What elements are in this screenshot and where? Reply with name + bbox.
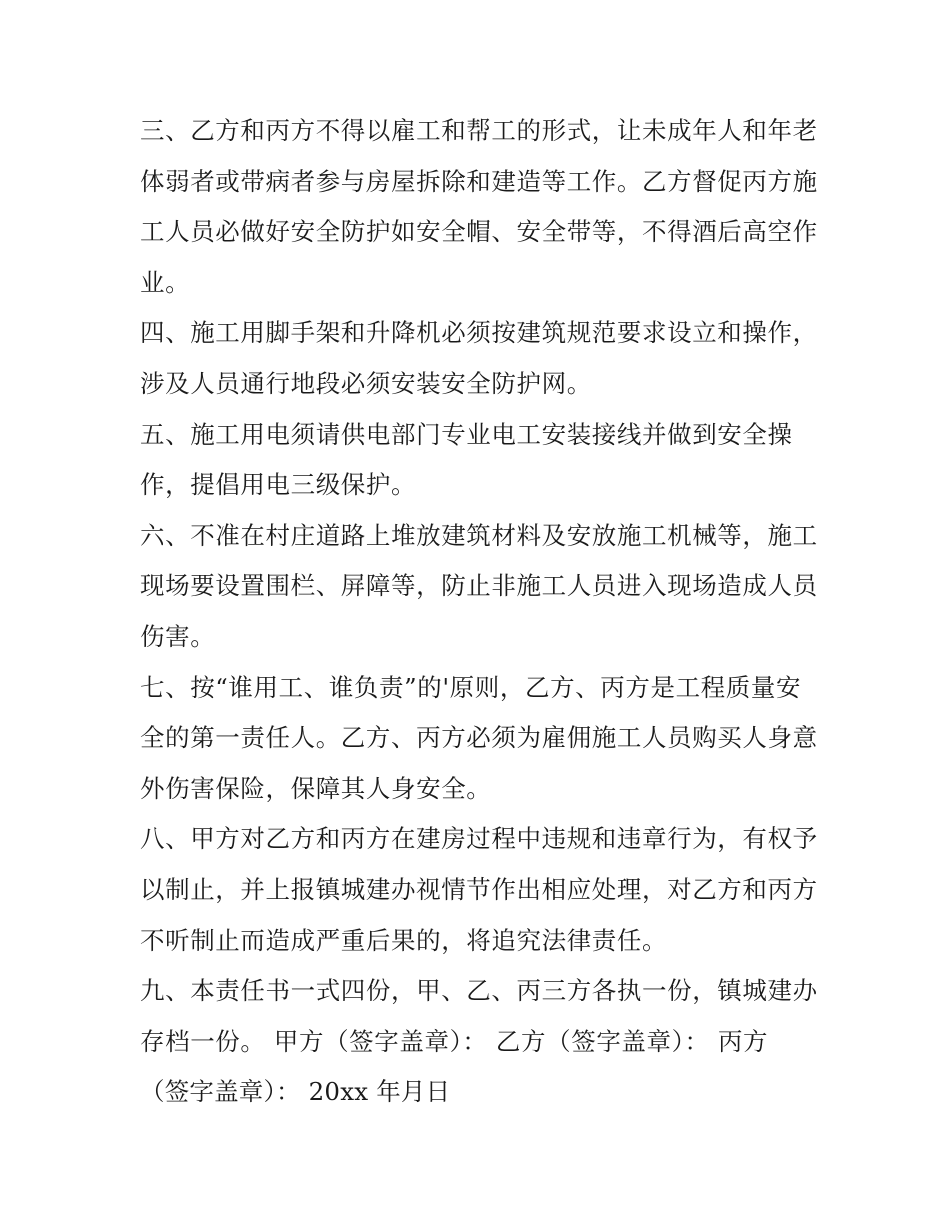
clause-4-paragraph (140, 308, 818, 409)
clause-6-paragraph (140, 511, 818, 663)
clause-6-line-1: 六、不准在村庄道路上堆放建筑材料及安放施工机械等，施工 (140, 520, 818, 550)
clause-7-line-2: 全的第一责任人。乙方、丙方必须为雇佣施工人员购买人身意 (140, 723, 818, 753)
clause-7-paragraph (140, 663, 818, 815)
clause-8-line-3: 不听制止而造成严重后果的，将追究法律责任。 (140, 925, 668, 955)
clause-9-line-3: （签字盖章）： 20xx 年月日 (140, 1077, 451, 1107)
clause-3-line-1: 三、乙方和丙方不得以雇工和帮工的形式，让未成年人和年老 (140, 116, 818, 145)
clause-6-line-3: 伤害。 (140, 621, 216, 651)
clause-3-line-3: 工人员必做好安全防护如安全帽、安全带等，不得酒后高空作 (140, 217, 818, 247)
clause-8-line-1: 八、甲方对乙方和丙方在建房过程中违规和违章行为，有权予 (140, 824, 818, 854)
clause-9-paragraph (140, 966, 818, 1118)
clause-3-line-4: 业。 (140, 267, 191, 297)
clause-8-line-2: 以制止，并上报镇城建办视情节作出相应处理，对乙方和丙方 (140, 874, 818, 904)
clause-7-line-1: 七、按“谁用工、谁负责”的'原则，乙方、丙方是工程质量安 (140, 672, 802, 702)
clause-3-paragraph (140, 106, 818, 308)
clause-5-paragraph (140, 410, 812, 511)
clause-9-line-1: 九、本责任书一式四份，甲、乙、丙三方各执一份，镇城建办 (140, 976, 818, 1006)
clause-3-line-2: 体弱者或带病者参与房屋拆除和建造等工作。乙方督促丙方施 (140, 166, 818, 196)
clause-9-line-2: 存档一份。 甲方（签字盖章）： 乙方（签字盖章）： 丙方 (140, 1026, 769, 1056)
clause-5-line-2: 作，提倡用电三级保护。 (140, 470, 417, 500)
document-body (140, 106, 818, 1118)
clause-4-line-1: 四、施工用脚手架和升降机必须按建筑规范要求设立和操作， (140, 318, 818, 348)
clause-5-line-1: 五、施工用电须请供电部门专业电工安装接线并做到安全操 (140, 419, 793, 449)
clause-4-line-2: 涉及人员通行地段必须安装安全防护网。 (140, 368, 592, 398)
clause-7-line-3: 外伤害保险，保障其人身安全。 (140, 773, 492, 803)
clause-6-line-2: 现场要设置围栏、屏障等，防止非施工人员进入现场造成人员 (140, 571, 818, 601)
clause-8-paragraph (140, 814, 818, 966)
